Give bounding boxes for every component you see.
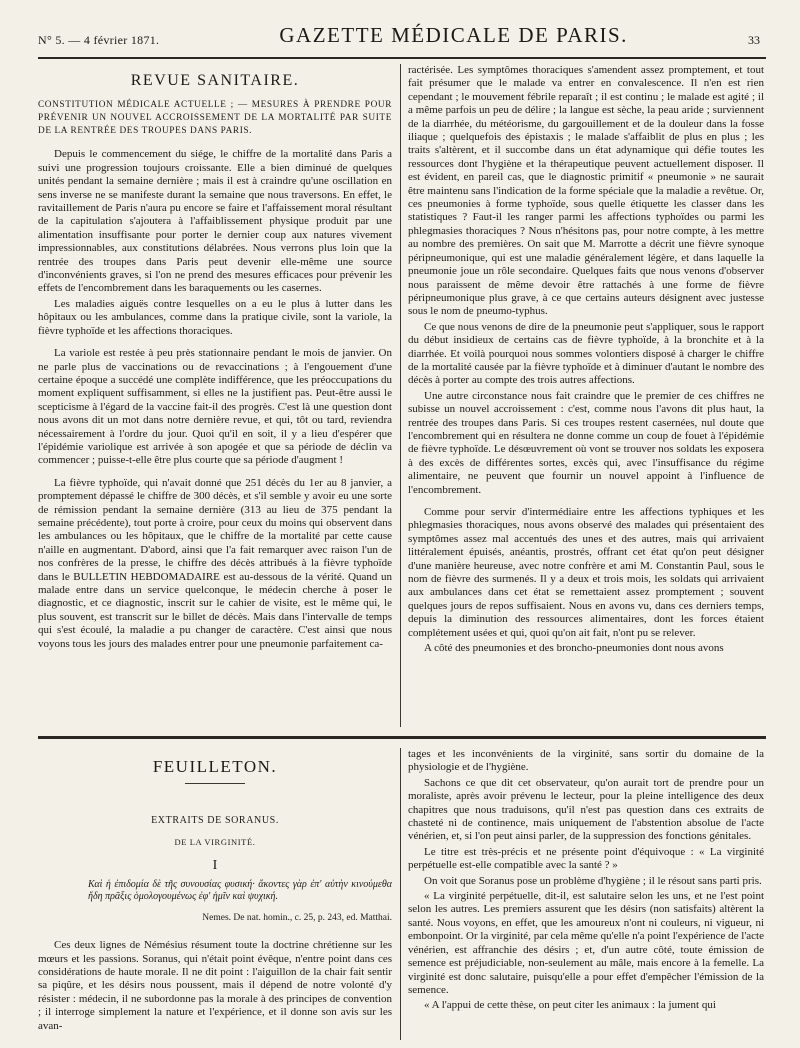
feuilleton-paragraph: tages et les inconvénients de la virginité, sans sortir du domaine de la physiologie et de l'hygiène. [408, 748, 764, 774]
greek-epigraph: Καὶ ἡ ἐπιδομία δὲ τῆς συνουσίας φυσική· ἄκοντες γὰρ ἐπ' αὐτὴν κινούμεθα ἤδη πρᾶξις ὁμολογουμένως ἐφ' ἡμῖν καὶ ψυχική. [88, 878, 392, 903]
feuilleton-paragraph: « A l'appui de cette thèse, on peut citer les animaux : la jument qui [424, 999, 716, 1012]
header-rule [38, 57, 766, 59]
title-underline [185, 783, 245, 784]
revue-column-left [38, 64, 392, 653]
masthead [38, 14, 760, 48]
revue-title: REVUE SANITAIRE. [130, 72, 300, 89]
revue-paragraph: Les maladies aiguës contre lesquelles on a eu le plus à lutter dans les hôpitaux ou les ambulances, comme dans la pratique civile, sont la variole, la fièvre typhoïde et les affections thoraciques. [38, 297, 392, 337]
feuilleton-paragraph: Sachons ce que dit cet observateur, qu'on aurait tort de prendre pour un moraliste, après avoir prévenu le lecteur, pour la pleine intelligence des deux chapitres que nous traduisons, qu'il n'est pas question dans ces extraits de chasteté ni de continence, mais uniquement de l'abstention absolue de l'acte vénérien, et, si l'on peut ainsi parler, de la suppression des fonctions génitales. [408, 776, 764, 843]
epigraph-citation: Nemes. De nat. homin., c. 25, p. 243, ed. Matthai. [202, 912, 392, 923]
issue-date: N° 5. — 4 février 1871. [38, 33, 160, 47]
feuilleton-paragraph: On voit que Soranus pose un problème d'hygiène ; il le résout sans parti pris. [424, 874, 762, 887]
feuilleton-rule [38, 736, 766, 739]
feuilleton-title: FEUILLETON. [152, 757, 278, 776]
feuilleton-paragraph: Le titre est très-précis et ne présente point d'équivoque : « La virginité perpétuelle est-elle compatible avec la santé ? » [408, 845, 764, 872]
feuilleton-paragraph: Ces deux lignes de Némésius résument toute la doctrine chrétienne sur les mœurs et les passions. Soranus, qui n'était point évêque, n'entre point dans ces considérations de haute morale. Il ne dit point : l'aiguillon de la chair fait sentir sa piqûre, et les désirs nous poussent, mais il dépend de notre volonté d'y résister : médecin, il ne subordonne pas la morale à des principes de convention ; il interroge simplement la nature et l'expérience, et il donne son avis sur les avan- [38, 939, 392, 1032]
revue-paragraph: La fièvre typhoïde, qui n'avait donné que 251 décès du 1er au 8 janvier, a promptement dépassé le chiffre de 300 décès, et s'il semble y avoir eu une sorte de rémission pendant la semaine dernière (313 au lieu de 375 pendant la semaine précédente), tout porte à croire, pour ceux du moins qui observent dans les ambulances ou les hôpitaux, que le chiffre de la mortalité par cette cause n'aille en augmentant. D'abord, ainsi que l'a fait remarquer avec raison l'un de nos confrères de la presse, le chiffre des décès attribués à la fièvre typhoïde dans le BULLETIN HEBDOMADAIRE est au-dessous de la vérité. Quand un malade entre dans un service quelconque, le médecin cherche à poser le diagnostic, et ce diagnostic, inscrit sur le cahier de visite, est le même qui, le plus souvent, est transcrit sur le billet de décès. Mais dans l'intervalle de temps qui s'est écoulé, la maladie a pu changer de caractère. C'est ainsi que nous voyons tous les jours des malades entrer pour une pneumonie parfaitement ca- [38, 476, 392, 650]
revue-column-right [408, 64, 764, 657]
column-divider [400, 64, 401, 727]
revue-paragraph: Une autre circonstance nous fait craindre que le premier de ces chiffres ne subisse un nouvel accroissement : c'est, comme nous l'avons dit plus haut, la rentrée des troupes dans Paris. Si ces troupes restent casernées, nul doute que l'encombrement qui en résultera ne donne comme un coup de fouet à l'épidémie de fièvre typhoïde. Le désœuvrement où vont se trouver nos soldats les exposera à des excès de différentes sortes, excès qui, avec l'insuffisance du régime alimentaire, ne peuvent que fournir un nouvel appoint à l'influence de l'encombrement. [408, 389, 764, 496]
chapter-number: I [212, 858, 218, 874]
feuilleton-paragraph: « La virginité perpétuelle, dit-il, est salutaire selon les uns, et ne l'est point selon les autres. Les premiers assurent que les désirs (non satisfaits) altèrent la santé. Nous voyons, en effet, que les amoureux n'ont ni couleurs, ni vigueur, ni embonpoint. Or la virginité, par cela même qu'elle n'a point l'expérience de l'acte vénérien, est affranchie des désirs ; et, d'un autre côté, toute émission de semence est préjudiciable, non-seulement au mâle, mais encore à la femelle. La virginité est donc salutaire, puisqu'elle a pour effet d'empêcher l'émission de la semence. [408, 890, 764, 996]
page-number: 33 [747, 33, 760, 47]
column-divider [400, 748, 401, 1040]
feuilleton-column-left [38, 748, 392, 1035]
newspaper-title: GAZETTE MÉDICALE DE PARIS. [279, 23, 628, 47]
revue-paragraph: ractérisée. Les symptômes thoraciques s'amendent assez promptement, et tout fait présumer que le malade va entrer en convalescence. Il n'en est rien cependant ; le mouvement fébrile reparaît ; il est continu ; le malade est agité ; il a même parfois un peu de délire ; la langue est sèche, la peau aride ; surviennent de la diarrhée, du météorisme, du gargouillement et de la douleur dans la fosse iliaque ; quelquefois des épistaxis ; le malade s'affaiblit de plus en plus ; les traits s'altèrent, et il succombe dans un état adynamique qui défie toutes les ressources dont l'hygiène et la thérapeutique peuvent actuellement disposer. Il est évident, en pareil cas, que le diagnostic primitif « pneumonie » ne saurait être maintenu sans l'indication de la forme spéciale que la maladie a revêtue. Or, ces pneumonies à forme typhoïde, sous quelle étiquette les classer dans les statistiques ? Faut-il les ranger parmi les affections typhoïdes ou parmi les phlegmasies thoraciques ? Nous n'hésitons pas, pour notre compte, à les mettre au nombre des premières. On sait que M. Marrotte a décrit une fièvre synoque péripneumonique, qui est une maladie généralement légère, et dans laquelle la pneumonie joue un rôle secondaire. Quelques faits que nous venons d'observer nous paraissent de même devoir être rattachés à une forme de fièvre péripneumonique plus grave, à ce que certains auteurs désignent avec justesse sous le nom de pneumo-typhus. [408, 64, 764, 318]
revue-paragraph: Ce que nous venons de dire de la pneumonie peut s'appliquer, sous le rapport du début insidieux de certains cas de fièvre typhoïde, à la bronchite et à la diarrhée. Et voilà pourquoi nous sommes volontiers disposé à charger le chiffre de la mortalité causée par la fièvre typhoïde et à diminuer d'autant le nombre des décès à porter au compte des trois autres affections. [408, 320, 764, 387]
revue-paragraph: Comme pour servir d'intermédiaire entre les affections typhiques et les phlegmasies thoraciques, nous avons observé des malades qui présentaient des symptômes assez mal accentués des unes et des autres, mais qui arrivaient littéralement épuisés, anéantis, prostrés, offrant cet état qu'on peut désigner d'une manière heureuse, avec notre confrère et ami M. Constantin Paul, sous le nom de fièvre des surmenés. Il y a deux et trois mois, les soldats qui arrivaient aux ambulances dans cet état se remettaient assez promptement ; souvent quelques jours de repos suffisaient. Nous en avons vu, dans ces derniers temps, depuis la diminution des ressources alimentaires, dont les forces étaient complétement usées et qui, quoi qu'on ait fait, n'ont pu se relever. [408, 506, 764, 639]
chapter-heading: DE LA VIRGINITÉ. [174, 836, 256, 847]
feuilleton-column-right [408, 748, 764, 1015]
extraits-heading: EXTRAITS DE SORANUS. [151, 815, 279, 827]
revue-paragraph: Depuis le commencement du siége, le chiffre de la mortalité dans Paris a suivi une progression toujours croissante. Elle a bien diminué de quelques unités pendant la semaine dernière ; mais il est à craindre qu'une oscillation en sens inverse ne se manifeste durant la semaine que nous traversons. En effet, le ravitaillement de Paris n'aura pu encore se faire et l'affaissement moral résultant de la capitulation s'ajoutera à l'affaiblissement physique produit par une alimentation insuffisante pour porter le dernier coup aux natures vivement impressionnables, aux constitutions délabrées. Nous verrons plus loin que la rentrée des troupes dans Paris peut devenir elle-même une source d'inconvénients graves, si l'on ne prend des mesures efficaces pour prévenir les effets de l'encombrement dans les baraquements ou les casernes. [38, 148, 392, 295]
revue-paragraph: La variole est restée à peu près stationnaire pendant le mois de janvier. On ne parle plus de vaccinations ou de revaccinations ; à l'engouement d'une certaine époque a succédé une complète indifférence, que les préoccupations du moment expliquent suffisamment, si elles ne la justifient pas. Peut-être aussi le scepticisme à l'égard de la vaccine fait-il des progrès. C'est là une question dont nous avons dit un mot dans notre dernière revue, et qui, tôt ou tard, reviendra nécessairement à l'ordre du jour. Quoi qu'il en soit, il y a lieu d'espérer que l'épidémie variolique est arrivée à son apogée et que sa période de déclin va commencer ; puisse-t-elle être plus courte que sa période d'augment ! [38, 347, 392, 467]
revue-paragraph: A côté des pneumonies et des broncho-pneumonies dont nous avons [424, 642, 724, 655]
revue-subtitle: CONSTITUTION MÉDICALE ACTUELLE ; — MESURES À PRENDRE POUR PRÉVENIR UN NOUVEL ACCROISSEMENT DE LA MORTALITÉ PAR SUITE DE LA RENTRÉE DES TROUPES DANS PARIS. [38, 100, 392, 137]
